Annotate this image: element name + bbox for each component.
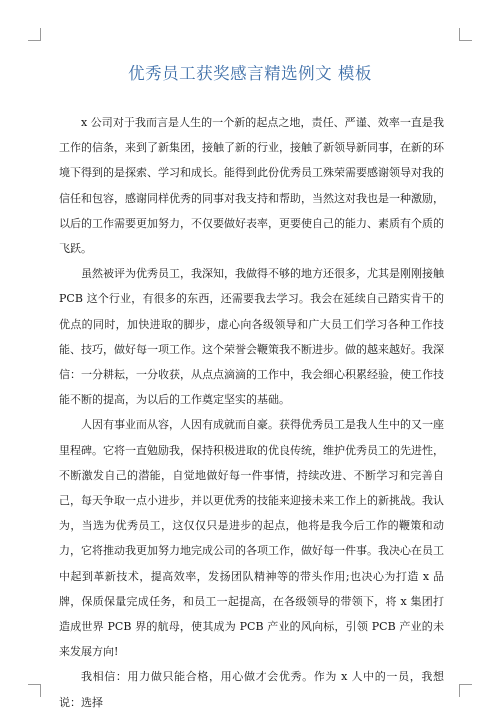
margin-corner-bottom-left (28, 684, 41, 697)
margin-corner-top-right (459, 28, 472, 41)
margin-corner-top-left (28, 28, 41, 41)
paragraph-2: 虽然被评为优秀员工，我深知，我做得不够的地方还很多，尤其是刚刚接触 PCB 这个行业，有很多的东西，还需要我去学习。我会在延续自己踏实肯干的优点的同时，加快进取的脚步，虚心向各级领导和广大员工们学习各种工作技能、技巧，做好每一项工作。这个荣誉会鞭策我不断进步。做的越来越好。我深信：一分耕耘，一分收获，从点点滴滴的工作中，我会细心积累经验，使工作技能不断的提高，为以后的工作奠定坚实的基础。 (59, 267, 444, 407)
paragraph-3: 人因有事业而从容，人因有成就而自豪。获得优秀员工是我人生中的又一座里程碑。它将一直勉励我，保持积极进取的优良传统，维护优秀员工的先进性，不断激发自己的潜能，自觉地做好每一件事情，持续改进、不断学习和完善自己，每天争取一点小进步，并以更优秀的技能来迎接未来工作上的新挑战。我认为，当选为优秀员工，这仅仅只是进步的起点，他将是我今后工作的鞭策和动力，它将推动我更加努力地完成公司的各项工作，做好每一件事。我决心在员工中起到革新技术，提高效率，发扬团队精神等的带头作用;也决心为打造 x 品牌，保质保量完成任务，和员工一起提高，在各级领导的带领下，将 x 集团打造成世界 PCB 界的航母，使其成为 PCB 产业的风向标，引领 PCB 产业的未来发展方向! (59, 418, 444, 659)
paragraph-4: 我相信：用力做只能合格，用心做才会优秀。作为 x 人中的一员，我想说：选择 (59, 670, 444, 709)
paragraph-1: x 公司对于我而言是人生的一个新的起点之地，责任、严谨、效率一直是我工作的信条，来到了新集团，接触了新的行业，接触了新领导新同事，在新的环境下得到的是探索、学习和成长。能得到此份优秀员工殊荣需要感谢领导对我的信任和包容，感谢同样优秀的同事对我支持和帮助，当然这对我也是一种激励，以后的工作需要更加努力，不仅要做好表率，更要使自己的能力、素质有个质的飞跃。 (59, 116, 444, 256)
margin-corner-bottom-right (459, 684, 472, 697)
document-title: 优秀员工获奖感言精选例文 模板 (128, 64, 372, 83)
document-body (59, 110, 444, 715)
